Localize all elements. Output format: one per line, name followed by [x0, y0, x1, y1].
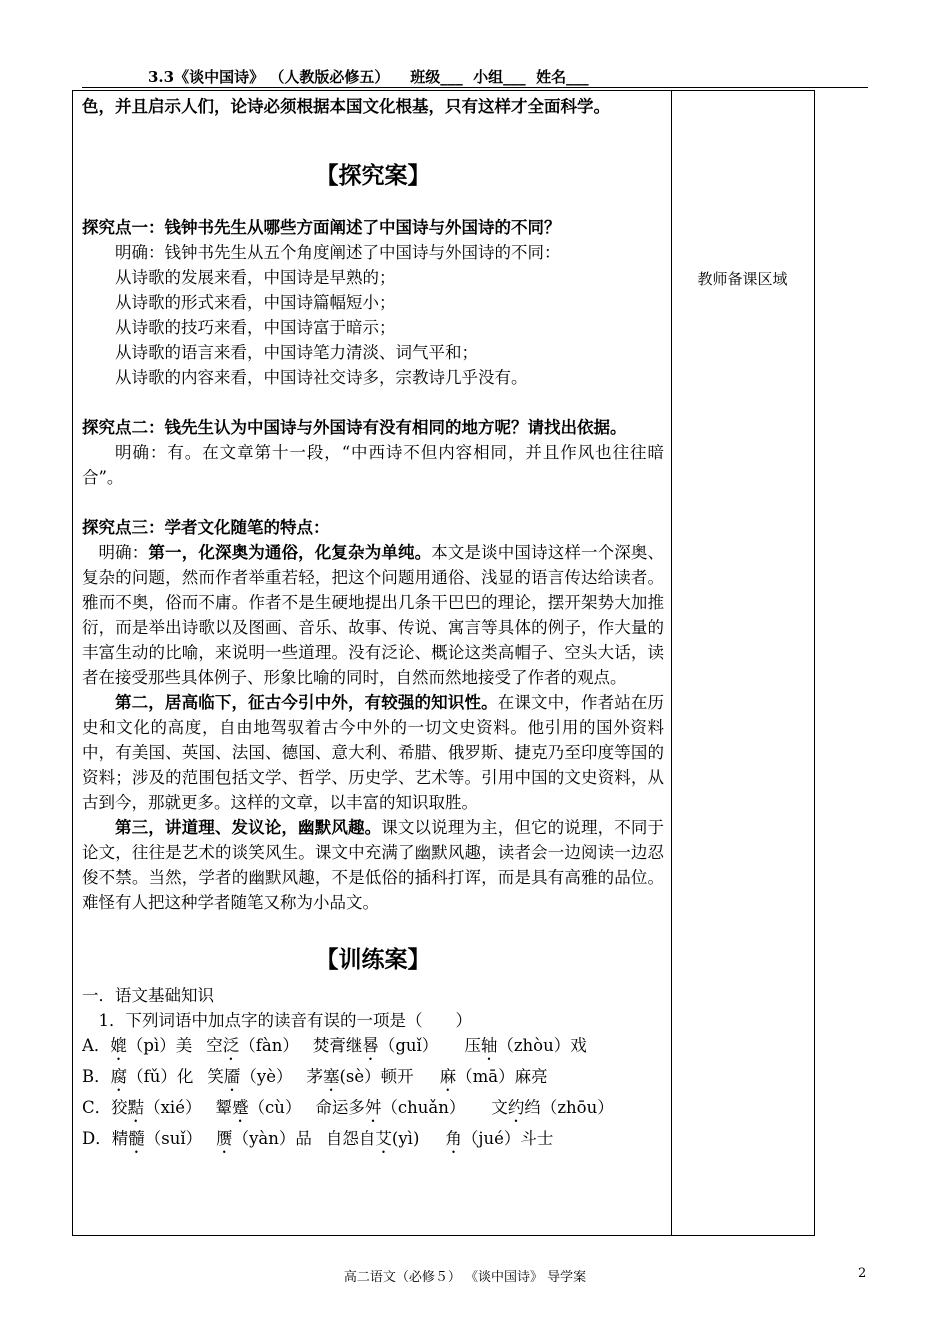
- practice-question: 1．下列词语中加点字的读音有误的一项是（ ）: [98, 1011, 472, 1030]
- option-term: [110, 1036, 192, 1055]
- explore-q2: 探究点二：钱先生认为中国诗与外国诗有没有相同的地方呢？请找出依据。: [82, 418, 627, 437]
- option-term: [112, 1129, 202, 1148]
- term-text: （pì）美: [126, 1036, 193, 1055]
- term-text: 茅: [306, 1067, 323, 1086]
- option-label: D．: [82, 1129, 112, 1148]
- column-divider: [671, 91, 672, 1235]
- dotted-char: 腐: [110, 1067, 128, 1086]
- intro-text: 色，并且启示人们，论诗必须根据本国文化根基，只有这样才全面科学。: [82, 97, 610, 116]
- option-term: [306, 1067, 413, 1086]
- answer-options: [82, 1033, 664, 1157]
- term-text: 焚膏继: [312, 1036, 363, 1055]
- q3-paragraph-3: [82, 815, 664, 915]
- term-text: 空: [206, 1036, 223, 1055]
- option-label: B．: [82, 1067, 111, 1086]
- practice-title: 【训练案】: [315, 946, 431, 973]
- option-term: [326, 1129, 419, 1148]
- q3-point-3-text: 课文以说理为主，但它的说理，不同于论文，往往是艺术的谈笑风生。课文中充满了幽默风趣，读者会一边阅读一边忍俊不禁。当然，学者的幽默风趣，不是低俗的插科打诨，而是具有高雅的品位。难怪有人把这种学者随笔又称为小品文。: [82, 818, 664, 912]
- option-term: [111, 1098, 201, 1117]
- page-footer: [0, 1266, 950, 1286]
- term-text: （fàn）: [239, 1036, 299, 1055]
- dotted-char: 艾: [375, 1129, 392, 1148]
- term-text: 命运多: [315, 1098, 365, 1117]
- option-term: [111, 1067, 194, 1086]
- option-term: [206, 1036, 299, 1055]
- q1-point: 从诗歌的技巧来看，中国诗富于暗示；: [115, 318, 396, 337]
- option-term: [464, 1036, 586, 1055]
- option-label: C．: [82, 1098, 112, 1117]
- header-rule: [82, 87, 868, 88]
- header-title: 3.3《谈中国诗》 （人教版必修五） 班级___ 小组___ 姓名___: [148, 68, 589, 86]
- term-text: (sè）顿开: [339, 1067, 414, 1086]
- dotted-char: 麻: [439, 1067, 457, 1086]
- page-header: [0, 64, 950, 88]
- dotted-char: 角: [445, 1129, 462, 1148]
- page-number: 2: [858, 1266, 867, 1281]
- q3-point-1-text: 本文是谈中国诗这样一个深奥、复杂的问题，然而作者举重若轻，把这个问题用通俗、浅显的语言传达给读者。雅而不奥，俗而不庸。作者不是生硬地提出几条干巴巴的理论，摆开架势大加推衍，而是举出诗歌以及图画、音乐、故事、传说、寓言等具体的例子，作大量的丰富生动的比喻，来说明一些道理。没有泛论、概论这类高帽子、空头大话，读者在接受那些具体例子、形象比喻的同时，自然而然地接受了作者的观点。: [82, 543, 665, 687]
- dotted-char: 赝: [216, 1129, 233, 1148]
- option-row: [82, 1095, 664, 1126]
- option-term: [207, 1067, 292, 1086]
- term-text: （guǐ）: [378, 1036, 439, 1055]
- q3-point-3: 第三，讲道理、发议论，幽默风趣。: [115, 818, 382, 837]
- dotted-char: 髓: [128, 1129, 145, 1148]
- explore-title: 【探究案】: [315, 162, 431, 189]
- option-label: A．: [82, 1036, 111, 1055]
- term-text: 狡: [111, 1098, 128, 1117]
- q1-point: 从诗歌的语言来看，中国诗笔力清淡、词气平和；: [115, 343, 478, 362]
- term-text: （yè）: [240, 1067, 293, 1086]
- term-text: （mā）麻亮: [456, 1067, 548, 1086]
- q1-point: 从诗歌的内容来看，中国诗社交诗多，宗教诗几乎没有。: [115, 368, 528, 387]
- option-row: [82, 1033, 664, 1064]
- dotted-char: 晷: [362, 1036, 379, 1055]
- q3-point-2-text: 在课文中，作者站在历史和文化的高度，自由地驾驭着古今中外的一切文史资料。他引用的国外资料中，有美国、英国、法国、德国、意大利、希腊、俄罗斯、捷克乃至印度等国的资料；涉及的范围包括文学、哲学、历史学、艺术等。引用中国的文史资料，从古到今，那就更多。这样的文章，以丰富的知识取胜。: [82, 693, 664, 812]
- option-term: [440, 1067, 548, 1086]
- dotted-char: 约: [507, 1098, 525, 1117]
- term-text: 绉（zhōu）: [524, 1098, 614, 1117]
- term-text: （yàn）品: [232, 1129, 312, 1148]
- term-text: 文: [491, 1098, 508, 1117]
- option-term: [491, 1098, 613, 1117]
- option-term: [216, 1129, 312, 1148]
- option-term: [445, 1129, 553, 1148]
- q3-answer-lead: 明确：: [98, 543, 149, 562]
- dotted-char: 泛: [222, 1036, 240, 1055]
- term-text: （chuǎn）: [381, 1098, 466, 1117]
- dotted-char: 黠: [127, 1098, 145, 1117]
- term-text: （zhòu）戏: [497, 1036, 587, 1055]
- q1-point: 从诗歌的发展来看，中国诗是早熟的；: [115, 268, 396, 287]
- term-text: 精: [111, 1129, 129, 1148]
- dotted-char: 舛: [364, 1098, 382, 1117]
- term-text: （jué）斗士: [461, 1129, 554, 1148]
- option-term: [315, 1098, 465, 1117]
- dotted-char: 轴: [480, 1036, 498, 1055]
- term-text: （xié）: [144, 1098, 202, 1117]
- footer-text: 高二语文（必修５） 《谈中国诗》 导学案: [343, 1270, 587, 1285]
- term-text: （fǔ）化: [127, 1067, 194, 1086]
- option-term: [215, 1098, 301, 1117]
- dotted-char: 媲: [110, 1036, 127, 1055]
- dotted-char: 蹙: [231, 1098, 249, 1117]
- dotted-char: 塞: [322, 1067, 340, 1086]
- q1-answer-intro: 明确：钱钟书先生从五个角度阐述了中国诗与外国诗的不同：: [115, 243, 561, 262]
- term-text: 自怨自: [325, 1129, 376, 1148]
- q3-point-1: 第一，化深奥为通俗，化复杂为单纯。: [148, 543, 432, 562]
- q2-answer: 明确：有。在文章第十一段，“中西诗不但内容相同，并且作风也往往暗合”。: [82, 443, 664, 487]
- explore-q1: 探究点一：钱钟书先生从哪些方面阐述了中国诗与外国诗的不同？: [82, 218, 561, 237]
- term-text: （suǐ）: [144, 1129, 203, 1148]
- term-text: （cù）: [248, 1098, 302, 1117]
- q3-paragraph-1: [82, 540, 664, 690]
- option-row: [82, 1064, 664, 1095]
- q3-point-2: 第二，居高临下，征古今引中外，有较强的知识性。: [115, 693, 498, 712]
- option-term: [313, 1036, 438, 1055]
- main-content: [82, 94, 664, 1157]
- term-text: 笑: [207, 1067, 224, 1086]
- option-row: [82, 1126, 664, 1157]
- explore-q3: 探究点三：学者文化随笔的特点：: [82, 518, 330, 537]
- term-text: (yì): [391, 1129, 420, 1148]
- q1-point: 从诗歌的形式来看，中国诗篇幅短小；: [115, 293, 396, 312]
- term-text: 压: [464, 1036, 481, 1055]
- term-text: 颦: [215, 1098, 232, 1117]
- dotted-char: 靥: [223, 1067, 241, 1086]
- practice-section: 一．语文基础知识: [82, 986, 214, 1005]
- teacher-notes-label: 教师备课区域: [697, 270, 788, 288]
- q3-paragraph-2: [82, 690, 664, 815]
- column-divider-outer: [814, 91, 815, 1235]
